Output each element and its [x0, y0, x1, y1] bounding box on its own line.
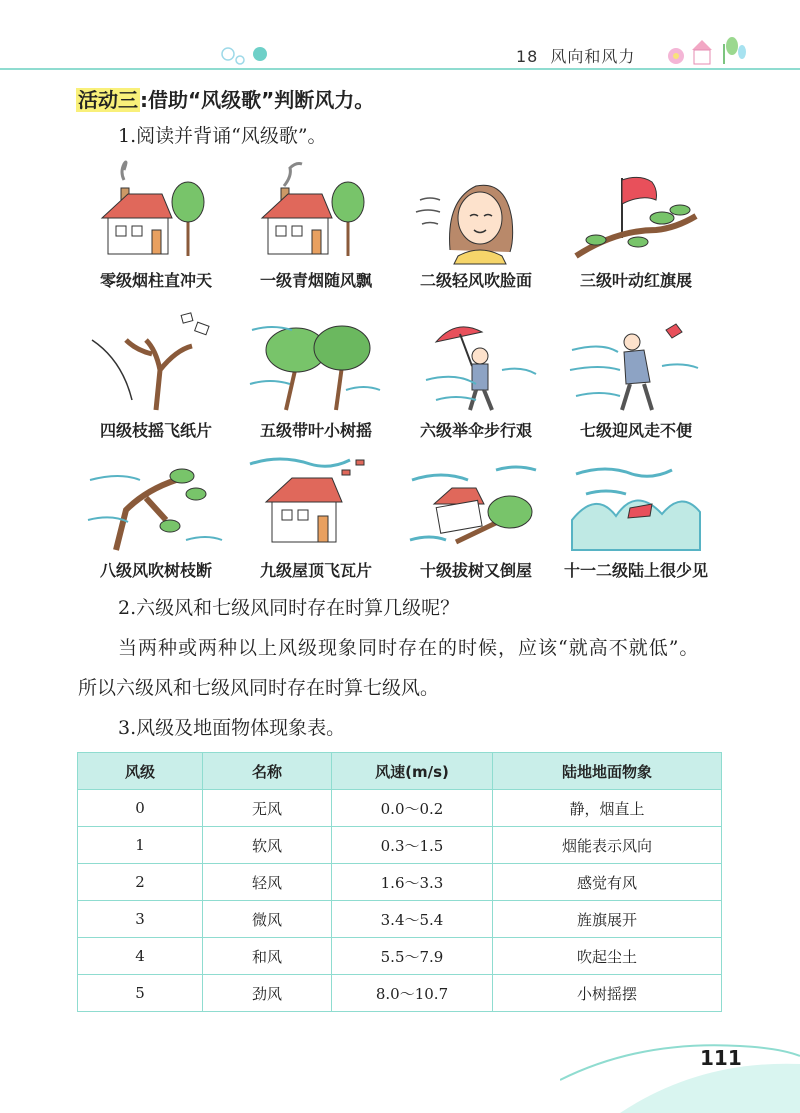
- table-cell: 3.4～5.4: [332, 901, 493, 938]
- table-cell: 1: [78, 827, 203, 864]
- scale-caption-1: 一级青烟随风飘: [259, 271, 372, 290]
- table-cell: 2: [78, 864, 203, 901]
- scale-item-3: [556, 160, 716, 290]
- section2-answer-line1: 当两种或两种以上风级现象同时存在的时候，应该“就高不就低”。: [118, 637, 700, 659]
- table-row: [78, 827, 722, 864]
- scale-caption-2: 二级轻风吹脸面: [419, 271, 532, 290]
- table-cell: 软风: [203, 827, 332, 864]
- broken-branch-icon: [86, 450, 226, 555]
- table-cell: 劲风: [203, 975, 332, 1012]
- table-row: [78, 975, 722, 1012]
- wind-scale-table: [77, 752, 722, 1012]
- scale-item-1: [236, 160, 396, 290]
- scale-caption-3: 三级叶动红旗展: [579, 271, 692, 290]
- scale-item-10: [396, 450, 556, 580]
- table-row: [78, 790, 722, 827]
- table-cell: 吹起尘土: [493, 938, 722, 975]
- roof-tiles-flying-icon: [246, 450, 386, 555]
- activity-title: [76, 84, 374, 113]
- table-row: [78, 938, 722, 975]
- table-cell: 0.0～0.2: [332, 790, 493, 827]
- scale-item-2: [396, 160, 556, 290]
- chapter-title: 风向和风力: [550, 47, 636, 66]
- storm-sea-icon: [566, 450, 706, 555]
- table-cell: 0.3～1.5: [332, 827, 493, 864]
- scale-item-0: [76, 160, 236, 290]
- table-cell: 无风: [203, 790, 332, 827]
- scale-item-5: [236, 310, 396, 440]
- scale-item-4: [76, 310, 236, 440]
- table-cell: 静，烟直上: [493, 790, 722, 827]
- person-against-wind-icon: [566, 310, 706, 415]
- activity-rest: :借助“风级歌”判断风力。: [140, 88, 375, 112]
- footer-wave-decoration-icon: [560, 1020, 800, 1113]
- scale-item-9: [236, 450, 396, 580]
- activity-highlight: 活动三: [78, 88, 138, 112]
- section2-answer-line2: 所以六级风和七级风同时存在时算七级风。: [78, 677, 440, 699]
- table-cell: 和风: [203, 938, 332, 975]
- scale-caption-8: 八级风吹树枝断: [99, 561, 212, 580]
- table-cell: 8.0～10.7: [332, 975, 493, 1012]
- table-header: 风级: [78, 753, 203, 790]
- table-header-row: [78, 753, 722, 790]
- table-cell: 微风: [203, 901, 332, 938]
- table-cell: 轻风: [203, 864, 332, 901]
- table-cell: 1.6～3.3: [332, 864, 493, 901]
- scale-caption-11: 十一二级陆上很少见: [563, 561, 708, 580]
- table-row: [78, 864, 722, 901]
- scale-caption-5: 五级带叶小树摇: [259, 421, 372, 440]
- section1-title: 1.阅读并背诵“风级歌”。: [118, 125, 327, 147]
- scale-caption-10: 十级拔树又倒屋: [419, 561, 532, 580]
- scale-caption-0: 零级烟柱直冲天: [99, 271, 212, 290]
- swaying-branch-icon: [86, 310, 226, 415]
- table-header: 风速(m/s): [332, 753, 493, 790]
- table-cell: 5: [78, 975, 203, 1012]
- table-cell: 3: [78, 901, 203, 938]
- scale-item-6: [396, 310, 556, 440]
- scale-item-11: [556, 450, 716, 580]
- scale-item-7: [556, 310, 716, 440]
- table-header: 陆地地面物象: [493, 753, 722, 790]
- uprooted-tree-icon: [406, 450, 546, 555]
- scale-caption-6: 六级举伞步行艰: [419, 421, 532, 440]
- table-row: [78, 901, 722, 938]
- small-trees-swaying-icon: [246, 310, 386, 415]
- table-cell: 小树摇摆: [493, 975, 722, 1012]
- face-breeze-icon: [406, 160, 546, 265]
- table-cell: 5.5～7.9: [332, 938, 493, 975]
- page-number: 111: [700, 1046, 742, 1070]
- scale-item-8: [76, 450, 236, 580]
- person-umbrella-icon: [406, 310, 546, 415]
- house-drifting-smoke-icon: [246, 160, 386, 265]
- house-straight-smoke-icon: [86, 160, 226, 265]
- table-cell: 旌旗展开: [493, 901, 722, 938]
- red-flag-icon: [566, 160, 706, 265]
- table-cell: 0: [78, 790, 203, 827]
- scale-caption-7: 七级迎风走不便: [579, 421, 692, 440]
- scale-caption-4: 四级枝摇飞纸片: [99, 421, 212, 440]
- table-cell: 感觉有风: [493, 864, 722, 901]
- scale-caption-9: 九级屋顶飞瓦片: [259, 561, 372, 580]
- section2-question: 2.六级风和七级风同时存在时算几级呢？: [118, 597, 460, 619]
- chapter-heading: [516, 44, 635, 67]
- house-flower-decoration-icon: [662, 30, 752, 70]
- section3-title: 3.风级及地面物体现象表。: [118, 717, 346, 739]
- table-cell: 4: [78, 938, 203, 975]
- bubbles-decoration-icon: [218, 40, 278, 70]
- table-cell: 烟能表示风向: [493, 827, 722, 864]
- chapter-number: 18: [516, 47, 539, 66]
- table-header: 名称: [203, 753, 332, 790]
